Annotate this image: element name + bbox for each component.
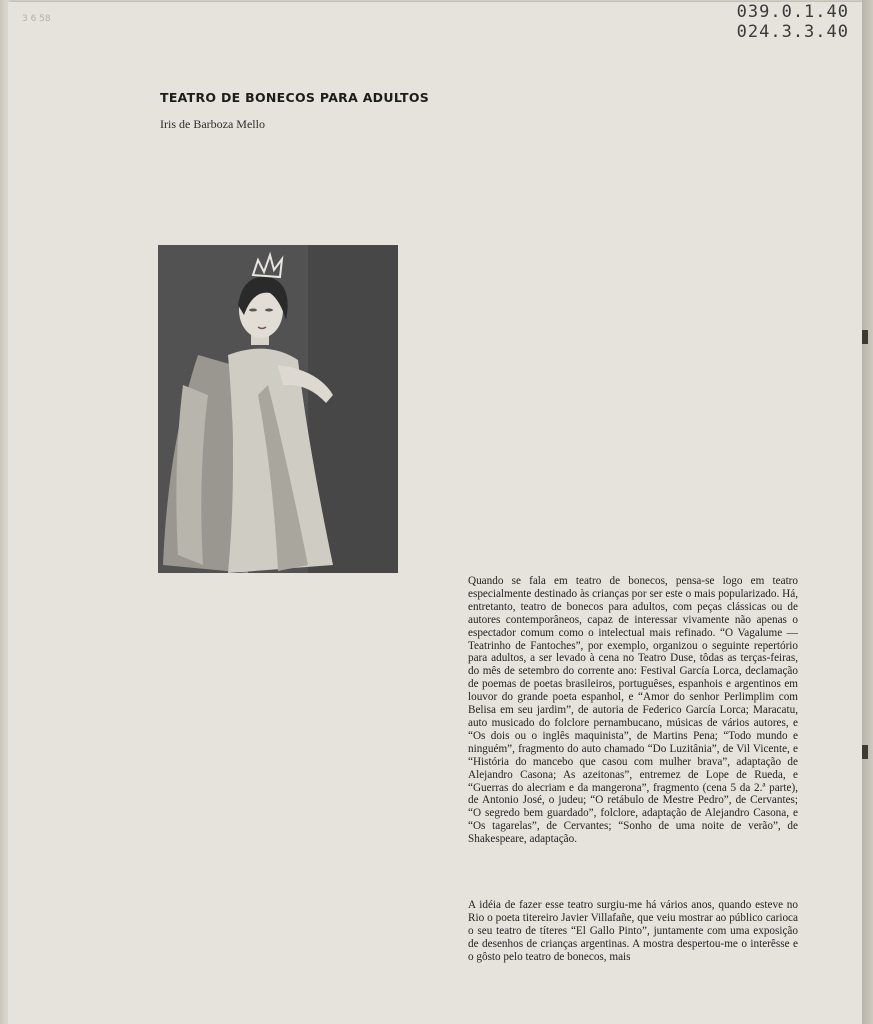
puppet-illustration [158, 245, 398, 573]
article-paragraph: A idéia de fazer esse teatro surgiu-me há vários anos, quando esteve no Rio o poeta titereiro Javier Villafañe, que veiu mostrar ao público carioca o seu teatro de títeres “El Gallo Pinto”, juntamente com uma exposição de desenhos de crianças argentinas. A mostra despertou-me o interêsse e o gôsto pelo teatro de bonecos, mais [468, 899, 798, 963]
page-right-edge [862, 0, 873, 1024]
article-author: Iris de Barboza Mello [160, 117, 265, 131]
archive-code: 024.3.3.40 [736, 22, 849, 42]
document-page [8, 2, 865, 1024]
binding-tab [862, 330, 868, 344]
binding-tab [862, 745, 868, 759]
corner-note: 3 6 58 [22, 14, 51, 24]
article-title: TEATRO DE BONECOS PARA ADULTOS [160, 90, 430, 105]
archive-code: 039.0.1.40 [736, 2, 849, 22]
article-paragraph: Quando se fala em teatro de bonecos, pensa-se logo em teatro especialmente destinado às crianças por ser este o mais popularizado. Há, entretanto, teatro de bonecos para adultos, com peças clássicas ou de autores contemporâneos, capaz de interessar vivamente não apenas o espectador comum como o intelectual mais refinado. “O Vagalume — Teatrinho de Fantoches”, por exemplo, organizou o seguinte repertório para adultos, a ser levado à cena no Teatro Duse, tôdas as terças-feiras, do mês de setembro do corrente ano: Festival García Lorca, declamação de poemas de poetas brasileiros, portuguêses, espanhois e argentinos em louvor do grande poeta espanhol, e “Amor do senhor Perlimplim com Belisa em seu jardim”, de autoria de Federico García Lorca; Maracatu, auto musicado do folclore pernambucano, músicas de vários autores, e “Os dois ou o inglês maquinista”, de Martins Pena; “Todo mundo e ninguém”, fragmento do auto chamado “Do Luzitânia”, de Vil Vicente, e “História do mancebo que casou com mulher brava”, adaptação de Alejandro Casona; As azeitonas”, entremez de Lope de Rueda, e “Guerras do alecriam e da mangerona”, fragmento (cena 5 da 2.ª parte), de Antonio José, o judeu; “O retábulo de Mestre Pedro”, de Cervantes; “O segredo bem guardado”, folclore, adaptação de Alejandro Casona, e “Os tagarelas”, de Cervantes; “Sonho de uma noite de verão”, de Shakespeare, adaptação. [468, 575, 798, 846]
puppet-photo [158, 245, 398, 573]
page-left-edge [0, 0, 8, 1024]
article-body [468, 575, 798, 866]
